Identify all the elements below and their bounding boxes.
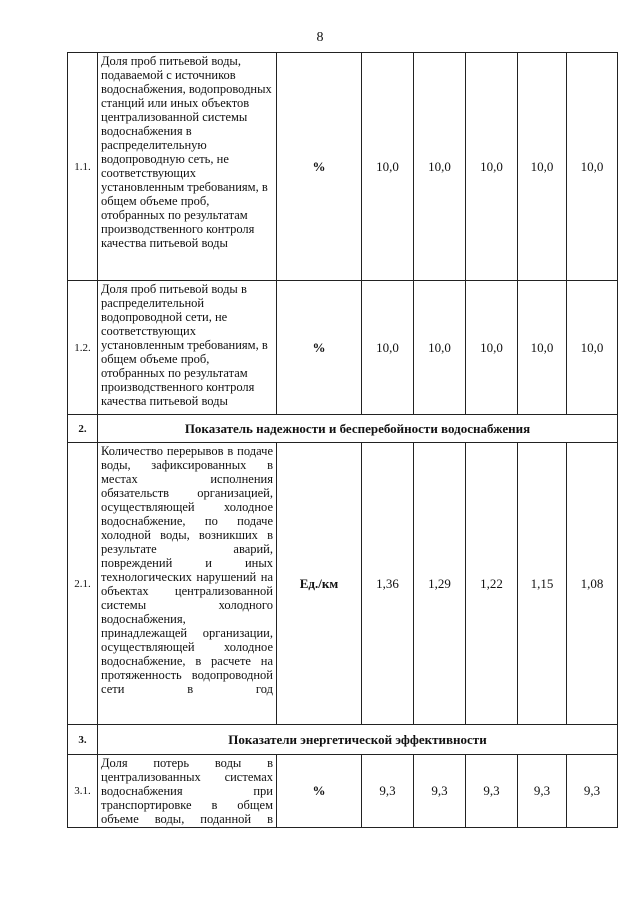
indicator-description: Количество перерывов в подаче воды, зафиксированных в местах исполнения обязательств организацией, осуществляющей холодное водоснабжение, по подаче холодной воды, возникших в результате аварий, повреждений и иных технологических нарушений на объектах централизованной системы холодного водоснабжения, принадлежащей организации, осуществляющей холодное водоснабжение, в расчете на протяженность водопроводной сети в год [98, 443, 277, 725]
value-cell: 10,0 [414, 53, 466, 281]
section-title: Показатель надежности и бесперебойности водоснабжения [98, 415, 618, 443]
value-cell: 9,3 [567, 755, 618, 828]
row-number: 1.1. [68, 53, 98, 281]
value-cell: 10,0 [567, 281, 618, 415]
indicators-table [67, 52, 618, 828]
value-cell: 10,0 [414, 281, 466, 415]
unit-cell: % [277, 281, 362, 415]
value-cell: 1,15 [518, 443, 567, 725]
value-cell: 1,08 [567, 443, 618, 725]
row-number: 3.1. [68, 755, 98, 828]
value-cell: 9,3 [414, 755, 466, 828]
value-cell: 1,36 [362, 443, 414, 725]
indicator-description: Доля проб питьевой воды в распределительной водопроводной сети, не соответствующих установленным требованиям, в общем объеме проб, отобранных по результатам производственного контроля качества питьевой воды [98, 281, 277, 415]
section-header-row [68, 725, 618, 755]
value-cell: 9,3 [518, 755, 567, 828]
value-cell: 9,3 [362, 755, 414, 828]
value-cell: 10,0 [466, 53, 518, 281]
unit-cell: % [277, 755, 362, 828]
value-cell: 10,0 [518, 281, 567, 415]
value-cell: 10,0 [362, 53, 414, 281]
section-number: 3. [68, 725, 98, 755]
section-header-row [68, 415, 618, 443]
table-row [68, 281, 618, 415]
value-cell: 1,22 [466, 443, 518, 725]
row-number: 2.1. [68, 443, 98, 725]
value-cell: 10,0 [567, 53, 618, 281]
value-cell: 10,0 [518, 53, 567, 281]
value-cell: 9,3 [466, 755, 518, 828]
unit-cell: % [277, 53, 362, 281]
table-row [68, 53, 618, 281]
section-title: Показатели энергетической эффективности [98, 725, 618, 755]
value-cell: 10,0 [466, 281, 518, 415]
value-cell: 10,0 [362, 281, 414, 415]
table-row [68, 443, 618, 725]
indicator-description: Доля проб питьевой воды, подаваемой с источников водоснабжения, водопроводных станций или иных объектов централизованной системы водоснабжения в распределительную водопроводную сеть, не соответствующих установленным требованиям, в общем объеме проб, отобранных по результатам производственного контроля качества питьевой воды [98, 53, 277, 281]
value-cell: 1,29 [414, 443, 466, 725]
indicator-description: Доля потерь воды в централизованных системах водоснабжения при транспортировке в общем объеме воды, поданной в [98, 755, 277, 828]
table-row [68, 755, 618, 828]
page-number: 8 [316, 30, 324, 45]
unit-cell: Ед./км [277, 443, 362, 725]
section-number: 2. [68, 415, 98, 443]
row-number: 1.2. [68, 281, 98, 415]
